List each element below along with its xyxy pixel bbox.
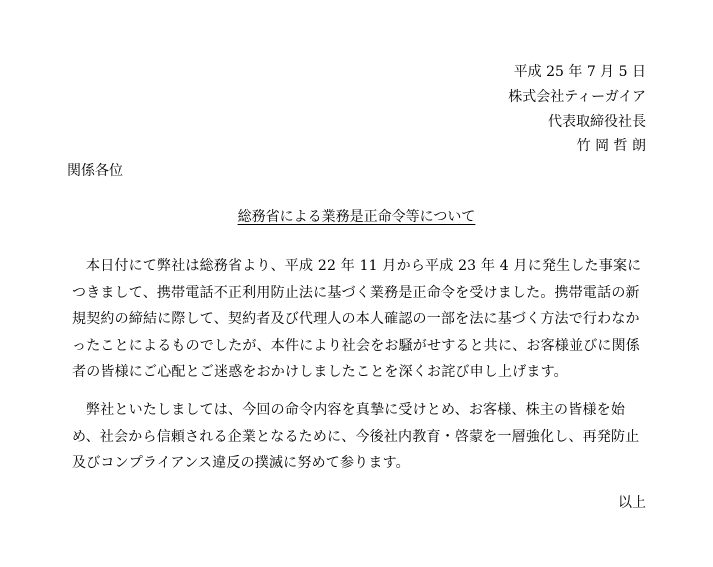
- signatory-position: 代表取締役社長: [548, 114, 646, 130]
- body-paragraph-2: 弊社といたしましては、今回の命令内容を真摯に受けとめ、お客様、株主の皆様を始め、社会から信頼される企業となるために、今後社内教育・啓蒙を一層強化し、再発防止及びコンプライアンス違反の撲滅に努めて参ります。: [72, 402, 640, 471]
- document-title: 総務省による業務是正命令等について: [237, 209, 476, 225]
- letter-date: 平成 25 年 7 月 5 日: [513, 64, 646, 80]
- document-title-wrapper: [0, 208, 713, 226]
- signatory-name: 竹 岡 哲 朗: [576, 138, 646, 154]
- company-name: 株式会社ティーガイア: [508, 89, 646, 105]
- addressee: 関係各位: [67, 163, 123, 179]
- body-paragraph-1: 本日付にて弊社は総務省より、平成 22 年 11 月から平成 23 年 4 月に発生した事案につきまして、携帯電話不正利用防止法に基づく業務是正命令を受けました。携帯電話の新規契約の締結に際して、契約者及び代理人の本人確認の一部を法に基づく方法で行わなかったことによるものでしたが、本件により社会をお騒がせすると共に、お客様並びに関係者の皆様にご心配とご迷惑をおかけしましたことを深くお詫び申し上げます。: [72, 258, 642, 380]
- closing-remark: 以上: [618, 495, 646, 511]
